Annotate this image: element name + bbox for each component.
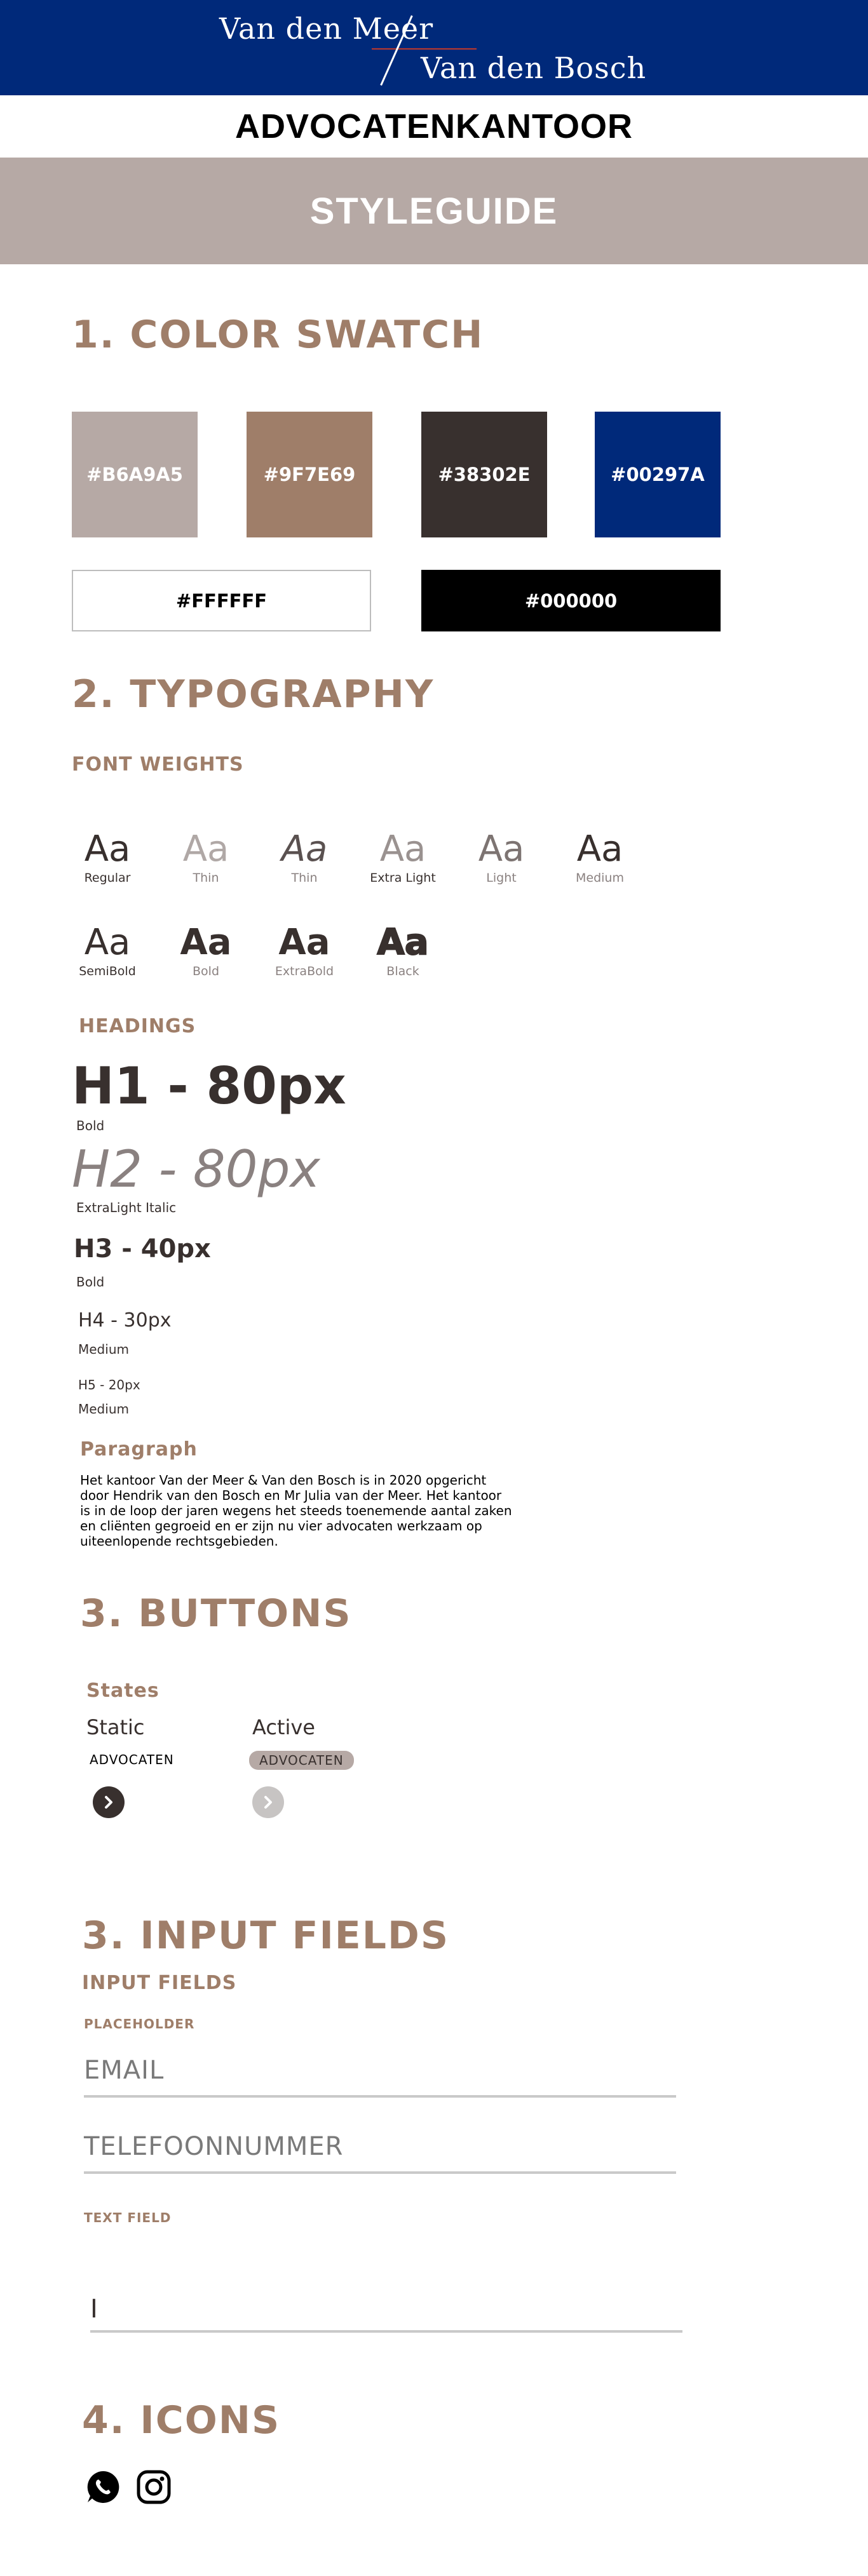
weight-bold: Aa Bold <box>180 922 232 978</box>
paragraph-sample: Het kantoor Van der Meer & Van den Bosch is in 2020 opgericht door Hendrik van den Bosch en Mr Julia van der Meer. Het kantoor is in de loop der jaren wegens het steeds toenemende aantal zaken en cliënten gegroeid en er zijn nu vier advocaten werkzaam op uiteenlopende rechtsgebieden. <box>80 1473 512 1549</box>
h3-note: Bold <box>76 1274 105 1290</box>
arrow-button-static[interactable] <box>93 1786 125 1818</box>
text-field[interactable]: I <box>90 2295 98 2324</box>
input-fields-subtitle: INPUT FIELDS <box>82 1972 237 1994</box>
swatch-38302e: #38302E <box>421 412 547 537</box>
font-weights-title: FONT WEIGHTS <box>72 753 244 776</box>
phone-field-underline <box>84 2171 676 2174</box>
h5-note: Medium <box>78 1401 129 1417</box>
placeholder-title: PLACEHOLDER <box>84 2016 195 2032</box>
swatch-000000: #000000 <box>421 570 721 631</box>
weight-thin: Aa Thin <box>182 828 229 885</box>
advocaten-button-active[interactable]: ADVOCATEN <box>249 1751 354 1770</box>
active-label: Active <box>252 1715 315 1739</box>
weight-semibold: Aa SemiBold <box>79 922 136 978</box>
logo-underline <box>372 48 477 50</box>
icons-title: 4. ICONS <box>82 2398 281 2443</box>
headings-title: HEADINGS <box>79 1015 196 1037</box>
h3-sample: H3 - 40px <box>74 1234 211 1264</box>
arrow-button-active[interactable] <box>252 1786 284 1818</box>
weight-black: Aa Black <box>377 922 429 978</box>
swatch-b6a9a5: #B6A9A5 <box>72 412 198 537</box>
swatch-9f7e69: #9F7E69 <box>247 412 372 537</box>
h2-note: ExtraLight Italic <box>76 1200 177 1215</box>
weight-thin-italic: Aa Thin <box>281 828 328 885</box>
weight-medium: Aa Medium <box>576 828 624 885</box>
phone-field[interactable]: TELEFOONNUMMER <box>84 2132 344 2161</box>
weight-light: Aa Light <box>478 828 525 885</box>
static-label: Static <box>86 1715 145 1739</box>
swatch-ffffff: #FFFFFF <box>72 570 371 631</box>
h5-sample: H5 - 20px <box>78 1377 140 1393</box>
email-field[interactable]: EMAIL <box>84 2056 165 2085</box>
input-fields-title: 3. INPUT FIELDS <box>82 1913 450 1958</box>
weight-regular: Aa Regular <box>84 828 131 885</box>
buttons-title: 3. BUTTONS <box>80 1591 352 1636</box>
site-subtitle: ADVOCATENKANTOOR <box>234 107 633 145</box>
text-field-underline <box>90 2330 682 2333</box>
swatch-00297a: #00297A <box>595 412 721 537</box>
text-field-title: TEXT FIELD <box>84 2210 172 2225</box>
whatsapp-icon[interactable] <box>85 2469 121 2505</box>
instagram-icon[interactable] <box>135 2469 172 2505</box>
color-swatch-title: 1. COLOR SWATCH <box>72 313 484 357</box>
h1-note: Bold <box>76 1118 105 1133</box>
h1-sample: H1 - 80px <box>72 1056 346 1116</box>
weight-extrabold: Aa ExtraBold <box>275 922 334 978</box>
email-field-underline <box>84 2095 676 2098</box>
styleguide-banner: STYLEGUIDE <box>0 158 868 264</box>
h2-sample: H2 - 80px <box>72 1140 320 1199</box>
chevron-right-icon <box>99 1793 118 1812</box>
paragraph-title: Paragraph <box>80 1438 198 1460</box>
chevron-right-icon <box>259 1793 278 1812</box>
weight-extra-light: Aa Extra Light <box>370 828 436 885</box>
h4-note: Medium <box>78 1342 129 1357</box>
h4-sample: H4 - 30px <box>78 1309 172 1332</box>
advocaten-button-static[interactable]: ADVOCATEN <box>90 1752 174 1767</box>
states-title: States <box>86 1680 159 1702</box>
logo-line-1: Van den Meer <box>219 11 434 46</box>
logo-line-2: Van den Bosch <box>421 51 647 85</box>
typography-title: 2. TYPOGRAPHY <box>72 672 435 717</box>
